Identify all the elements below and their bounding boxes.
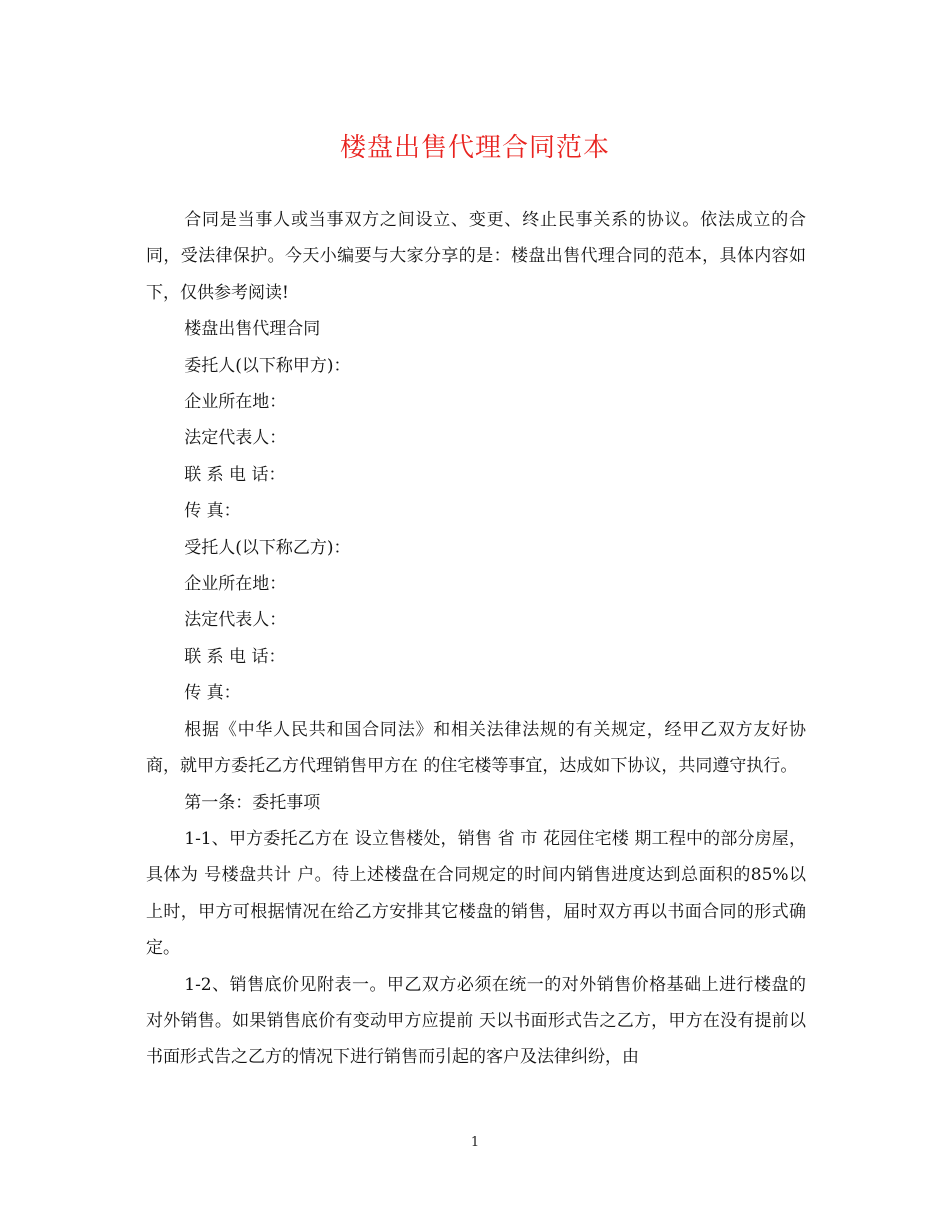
agreement-basis-paragraph: 根据《中华人民共和国合同法》和相关法律法规的有关规定，经甲乙双方友好协商，就甲方委托乙方代理销售甲方在 的住宅楼等事宜，达成如下协议，共同遵守执行。 xyxy=(146,719,806,777)
party-a-phone: 联 系 电 话： xyxy=(184,464,286,485)
party-a-address: 企业所在地： xyxy=(184,392,287,413)
party-b-representative: 法定代表人： xyxy=(184,610,287,631)
intro-paragraph: 合同是当事人或当事双方之间设立、变更、终止民事关系的协议。依法成立的合同，受法律保护。今天小编要与大家分享的是：楼盘出售代理合同的范本，具体内容如下，仅供参考阅读! xyxy=(146,210,806,303)
party-b-address: 企业所在地： xyxy=(184,574,287,595)
party-a-label: 委托人(以下称甲方)： xyxy=(184,355,351,376)
document-title: 楼盘出售代理合同范本 xyxy=(339,133,610,163)
document-body xyxy=(146,202,806,1076)
party-a-fax: 传 真： xyxy=(184,501,241,522)
party-a-representative: 法定代表人： xyxy=(184,428,287,449)
page-number: 1 xyxy=(470,1135,480,1150)
clause-1-1: 1-1、甲方委托乙方在 设立售楼处，销售 省 市 花园住宅楼 期工程中的部分房屋，具体为 号楼盘共计 户。待上述楼盘在合同规定的时间内销售进度达到总面积的85%以上时，甲方可根据情况在给乙方安排其它楼盘的销售，届时双方再以书面合同的形式确定。 xyxy=(146,828,806,959)
contract-heading: 楼盘出售代理合同 xyxy=(184,319,321,340)
party-b-label: 受托人(以下称乙方)： xyxy=(184,537,351,558)
article-one-heading: 第一条：委托事项 xyxy=(184,792,321,813)
party-b-fax: 传 真： xyxy=(184,683,241,704)
party-b-phone: 联 系 电 话： xyxy=(184,646,286,667)
clause-1-2: 1-2、销售底价见附表一。甲乙双方必须在统一的对外销售价格基础上进行楼盘的对外销售。如果销售底价有变动甲方应提前 天以书面形式告之乙方，甲方在没有提前以书面形式告之乙方的情况下进行销售而引起的客户及法律纠纷，由 xyxy=(146,974,806,1068)
